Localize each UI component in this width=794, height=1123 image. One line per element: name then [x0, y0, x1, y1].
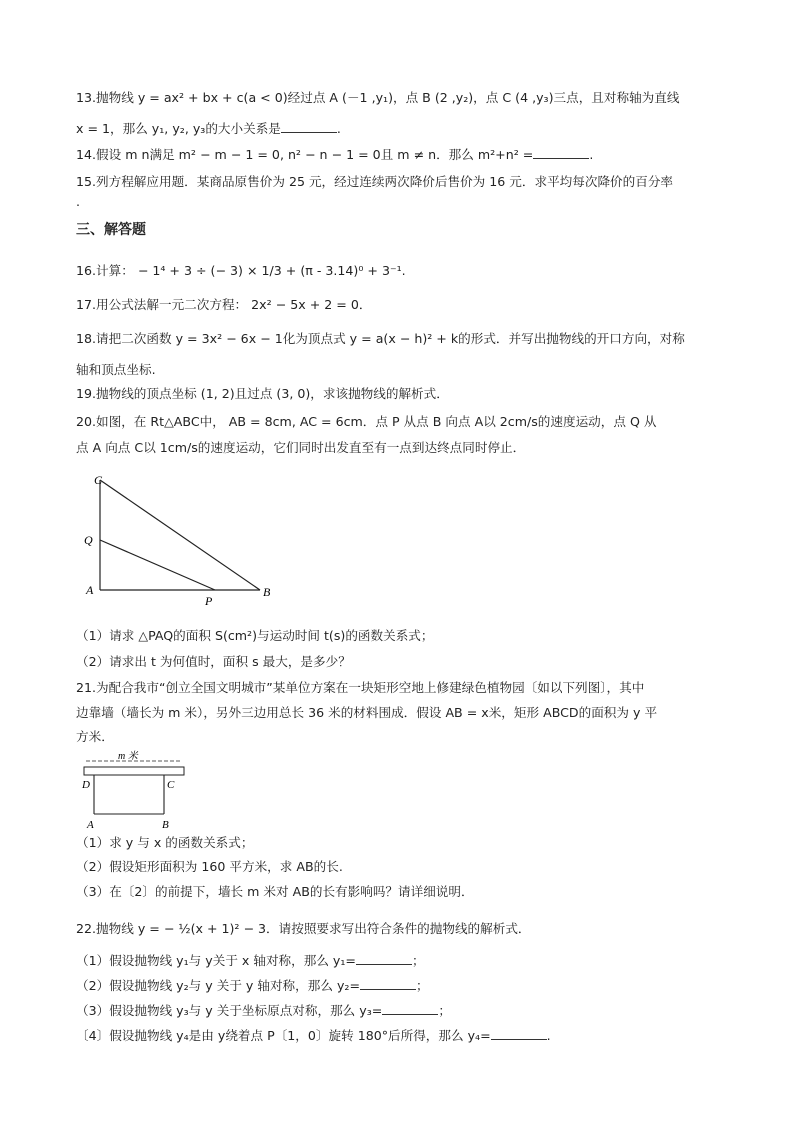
label-c: C: [167, 779, 175, 791]
q20-line1: 20.如图，在 Rt△ABC中， AB = 8cm, AC = 6cm．点 P 从点 B 向点 A以 2cm/s的速度运动，点 Q 从: [76, 414, 657, 429]
q21-line1: 21.为配合我市“创立全国文明城市”某单位方案在一块矩形空地上修建绿色植物园〔如以下列图〕，其中: [76, 680, 645, 695]
garden-figure: [78, 750, 188, 832]
q22-sub1: （1）假设抛物线 y₁与 y关于 x 轴对称，那么 y₁= ；: [76, 953, 425, 968]
q22-sub2: （2）假设抛物线 y₂与 y 关于 y 轴对称，那么 y₂= ；: [76, 978, 429, 993]
triangle-figure: [80, 470, 280, 610]
answer-blank[interactable]: [533, 146, 589, 159]
q15-line2: .: [76, 194, 81, 209]
answer-blank[interactable]: [491, 1027, 547, 1040]
q18-line2: 轴和顶点坐标.: [76, 362, 156, 377]
wall: [84, 767, 184, 775]
q13-line1: 13.抛物线 y = ax² + bx + c(a < 0)经过点 A (－1 ,y₁)，点 B (2 ,y₂)，点 C (4 ,y₃)三点，且对称轴为直线: [76, 90, 680, 105]
q15-line1: 15.列方程解应用题．某商品原售价为 25 元，经过连续两次降价后售价为 16 元．求平均每次降价的百分率: [76, 174, 674, 189]
q18-line1: 18.请把二次函数 y = 3x² − 6x − 1化为顶点式 y = a(x − h)² + k的形式．并写出抛物线的开口方向，对称: [76, 331, 685, 346]
q22-line: 22.抛物线 y = − ½(x + 1)² − 3．请按照要求写出符合条件的抛物线的解析式．: [76, 921, 531, 936]
q20-sub1: （1）请求 △PAQ的面积 S(cm²)与运动时间 t(s)的函数关系式；: [76, 628, 434, 643]
q20-line2: 点 A 向点 C以 1cm/s的速度运动，它们同时出发直至有一点到达终点同时停止．: [76, 440, 526, 455]
answer-blank[interactable]: [356, 952, 412, 965]
answer-blank[interactable]: [281, 120, 337, 133]
label-b: B: [162, 819, 169, 831]
label-b: B: [263, 585, 271, 599]
label-p: P: [205, 594, 213, 608]
q21-sub2: （2）假设矩形面积为 160 平方米，求 AB的长.: [76, 859, 343, 874]
label-a: A: [86, 583, 94, 597]
q20-sub2: （2）请求出 t 为何值时，面积 s 最大，是多少？: [76, 654, 351, 669]
q22-sub4: 〔4〕假设抛物线 y₄是由 y绕着点 P〔1，0〕旋转 180°后所得，那么 y₄= .: [76, 1028, 551, 1043]
side-bc: [100, 480, 260, 590]
q14-line: 14.假设 m n满足 m² − m − 1 = 0, n² − n − 1 = 0且 m ≠ n．那么 m²+n² = .: [76, 147, 594, 162]
label-a: A: [87, 819, 94, 831]
q19-line: 19.抛物线的顶点坐标 (1, 2)且过点 (3, 0)，求该抛物线的解析式．: [76, 386, 449, 401]
q16-line: 16.计算： − 1⁴ + 3 ÷ (− 3) × 1/3 + (π - 3.14)⁰ + 3⁻¹.: [76, 263, 406, 278]
q13-line2: x = 1，那么 y₁, y₂, y₃的大小关系是 .: [76, 121, 341, 136]
wall-label: m 米: [118, 751, 138, 762]
label-q: Q: [84, 533, 93, 547]
q22-sub3: （3）假设抛物线 y₃与 y 关于坐标原点对称，那么 y₃= ；: [76, 1003, 451, 1018]
q17-line: 17.用公式法解一元二次方程： 2x² − 5x + 2 = 0．: [76, 297, 372, 312]
q21-line3: 方米．: [76, 729, 114, 744]
label-c: C: [94, 473, 103, 487]
q21-line2: 边靠墙（墙长为 m 米），另外三边用总长 36 米的材料围成．假设 AB = x米，矩形 ABCD的面积为 y 平: [76, 705, 658, 720]
label-d: D: [82, 779, 90, 791]
q21-sub3: （3）在〔2〕的前提下，墙长 m 米对 AB的长有影响吗？请详细说明．: [76, 884, 474, 899]
answer-blank[interactable]: [382, 1002, 438, 1015]
answer-blank[interactable]: [360, 977, 416, 990]
q21-sub1: （1）求 y 与 x 的函数关系式；: [76, 835, 254, 850]
section-title: 三、解答题: [76, 222, 146, 238]
